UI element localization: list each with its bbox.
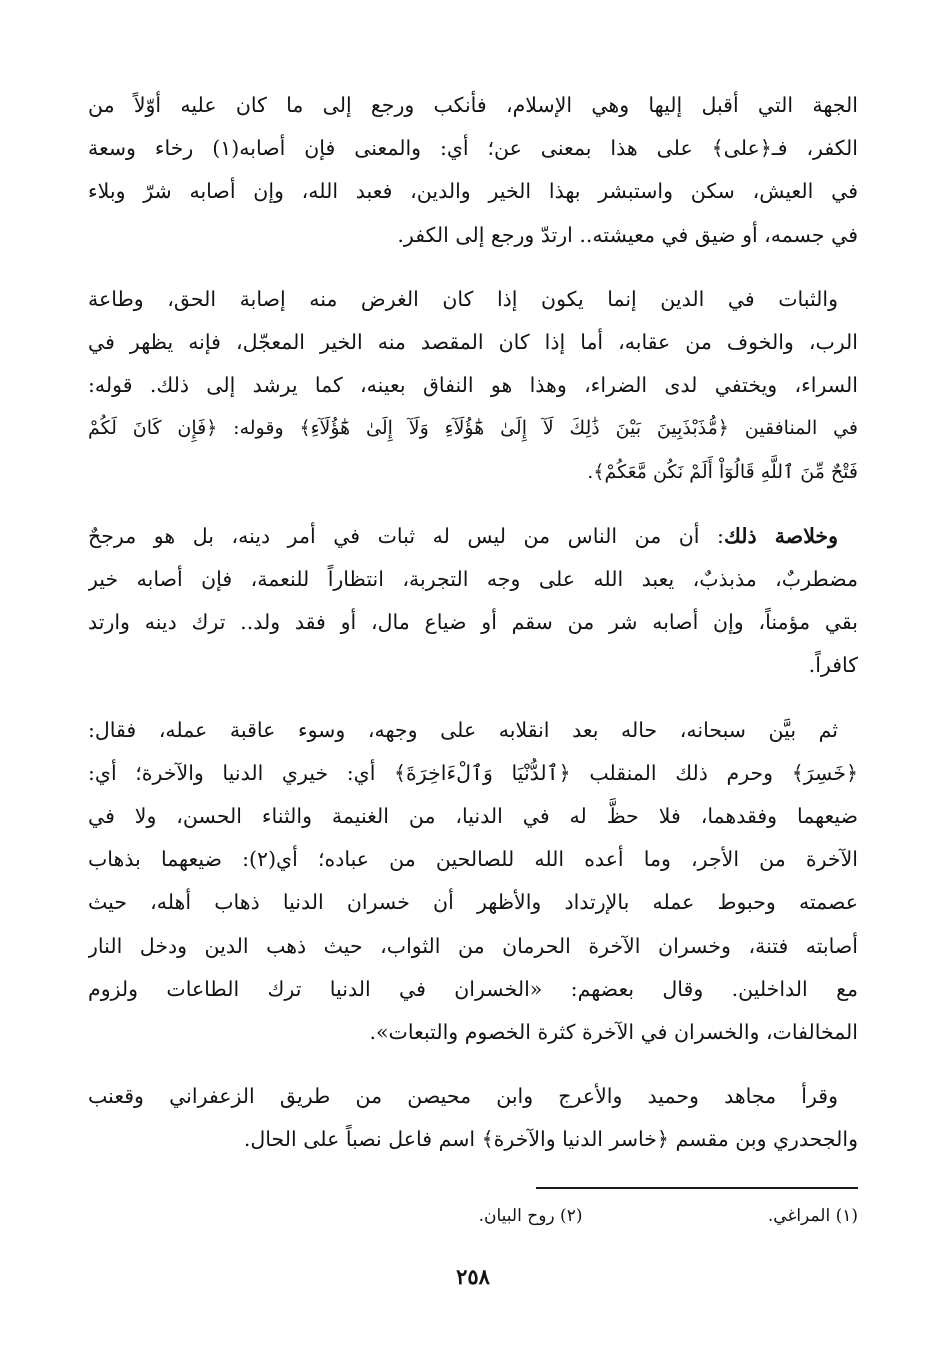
text-line: المخالفات، والخسران في الآخرة كثرة الخصوم والتبعات».: [369, 1020, 858, 1045]
paragraph-5: [88, 1075, 858, 1161]
text-line: في المنافقين ﴿مُّذَبْذَبِينَ بَيْنَ ذَٰلِكَ لَآ إِلَىٰ هَٰٓؤُلَآءِ وَلَآ إِلَىٰ هَٰٓؤُلَآءِ﴾ وقوله: ﴿فَإِن كَانَ لَكُمْ: [88, 417, 858, 440]
text-line: ثم بيَّن سبحانه، حاله بعد انقلابه على وجهه، وسوء عاقبة عمله، فقال:: [88, 717, 838, 742]
text-line: [88, 515, 858, 558]
paragraph-1: [88, 84, 858, 257]
text-line: أصابته فتنة، وخسران الآخرة الحرمان من الثواب، حيث ذهب الدين ودخل النار: [88, 933, 858, 958]
page-number: ٢٥٨: [456, 1264, 490, 1289]
text-line: عصمته وحبوط عمله بالإرتداد والأظهر أن خسران الدنيا ذهاب أهله، حيث: [88, 890, 858, 915]
paragraph-3: [88, 515, 858, 688]
text-line: كافراً.: [808, 653, 858, 678]
text-line-rest: : أن من الناس من ليس له ثبات في أمر دينه، بل هو مرجحٌ: [88, 523, 724, 548]
text-line: ﴿خَسِرَ﴾ وحرم ذلك المنقلب ﴿ٱلدُّنْيَا وَٱلْءَاخِرَةَ﴾ أي: خيري الدنيا والآخرة؛ أي:: [88, 760, 858, 785]
text-line: مضطربٌ، مذبذبٌ، يعبد الله على وجه التجربة، انتظاراً للنعمة، فإن أصابه خير: [88, 567, 858, 592]
text-line: في العيش، سكن واستبشر بهذا الخير والدين، فعبد الله، وإن أصابه شرّ وبلاء: [88, 179, 858, 204]
footnote-2: (٢) روح البيان.: [478, 1206, 583, 1226]
text-line: فَتْحٌ مِّنَ ٱللَّهِ قَالُوٓاْ أَلَمْ نَكُن مَّعَكُمْ﴾.: [587, 460, 858, 483]
text-line: بقي مؤمناً، وإن أصابه شر من سقم أو ضياع مال، أو فقد ولد.. ترك دينه وارتد: [88, 610, 858, 635]
text-line: الآخرة من الأجر، وما أعده الله للصالحين من عباده؛ أي(٢): ضيعهما بذهاب: [88, 847, 858, 872]
body-text: [88, 84, 858, 1162]
text-line: وقرأ مجاهد وحميد والأعرج وابن محيصن من طريق الزعفراني وقعنب: [88, 1084, 838, 1109]
text-line: ضيعهما وفقدهما، فلا حظَّ له في الدنيا، من الغنيمة والثناء الحسن، ولا في: [88, 804, 858, 829]
paragraph-lead: وخلاصة ذلك: [723, 523, 838, 548]
text-line: الجهة التي أقبل إليها وهي الإسلام، فأنكب ورجع إلى ما كان عليه أوّلاً من: [88, 93, 858, 117]
text-line: والثبات في الدين إنما يكون إذا كان الغرض منه إصابة الحق، وطاعة: [88, 286, 838, 311]
text-line: الرب، والخوف من عقابه، أما إذا كان المقصد منه الخير المعجّل، فإنه يظهر في: [88, 330, 858, 355]
footnote-separator: [536, 1187, 858, 1189]
text-line: في جسمه، أو ضيق في معيشته.. ارتدّ ورجع إلى الكفر.: [397, 222, 858, 247]
text-line: والجحدري وبن مقسم ﴿خاسر الدنيا والآخرة﴾ اسم فاعل نصباً على الحال.: [243, 1127, 858, 1152]
text-line: السراء، ويختفي لدى الضراء، وهذا هو النفاق بعينه، كما يرشد إلى ذلك. قوله:: [88, 373, 858, 398]
text-line: الكفر، فـ﴿على﴾ على هذا بمعنى عن؛ أي: والمعنى فإن أصابه(١) رخاء وسعة: [88, 136, 858, 161]
paragraph-4: [88, 709, 858, 1055]
book-page: [88, 84, 858, 1314]
text-line: مع الداخلين. وقال بعضهم: «الخسران في الدنيا ترك الطاعات ولزوم: [88, 976, 858, 1001]
footnotes: [88, 1201, 858, 1231]
footnote-1: (١) المراغي.: [767, 1206, 858, 1226]
paragraph-2: [88, 278, 858, 494]
